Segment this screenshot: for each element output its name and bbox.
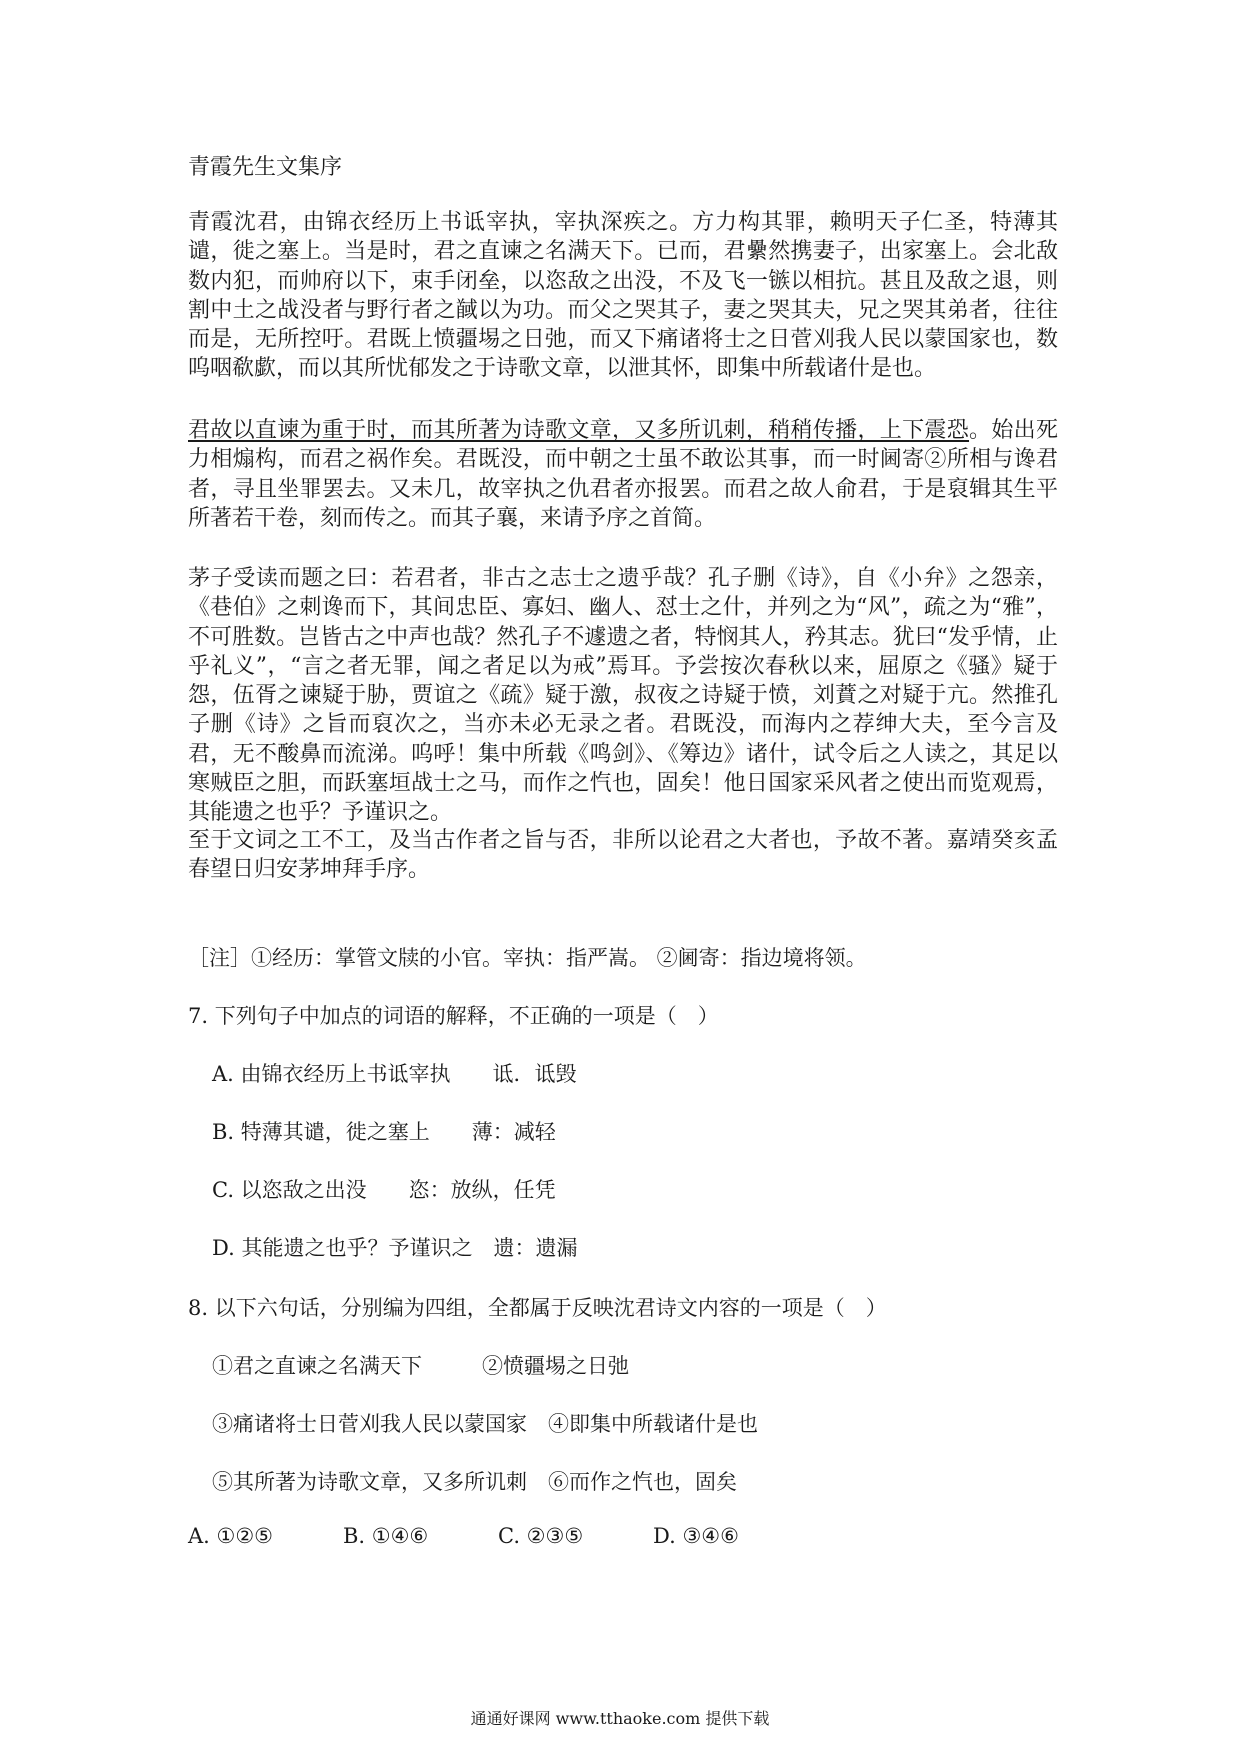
paragraph-1: 青霞沈君，由锦衣经历上书诋宰执，宰执深疾之。方力构其罪，赖明天子仁圣，特薄其谴，徙之塞上。当是时，君之直谏之名满天下。已而，君纍然携妻子，出家塞上。会北敌数内犯，而帅府以下，束手闭垒，以恣敌之出没，不及飞一镞以相抗。甚且及敌之退，则割中土之战没者与野行者之馘以为功。而父之哭其子，妻之哭其夫，兄之哭其弟者，往往而是，无所控吁。君既上愤疆埸之日弛，而又下痛诸将士之日菅刈我人民以蒙国家也，数呜咽欷歔，而以其所忧郁发之于诗歌文章，以泄其怀，即集中所载诸什是也。 bbox=[188, 210, 1058, 382]
question-8-choices-row-1 bbox=[212, 1350, 629, 1380]
paragraph-2-rest: 。始出死力相煽构，而君之祸作矣。君既没，而中朝之士虽不敢讼其事，而一时阃寄②所相与谗君者，寻且坐罪罢去。又未几，故宰执之仇君者亦报罢。而君之故人俞君，于是裒辑其生平所著若干卷，刻而传之。而其子襄，来请予序之首简。 bbox=[188, 418, 1058, 531]
question-7-option-d: D. 其能遗之也乎？予谨识之 遗：遗漏 bbox=[212, 1236, 578, 1260]
annotation-note: ［注］①经历：掌管文牍的小官。宰执：指严嵩。 ②阃寄：指边境将领。 bbox=[188, 946, 867, 970]
question-8-choices-row-2 bbox=[212, 1408, 758, 1438]
choice-2: ②愤疆埸之日弛 bbox=[482, 1354, 629, 1378]
choice-5: ⑤其所著为诗歌文章，又多所讥刺 bbox=[212, 1470, 527, 1494]
paragraph-3: 茅子受读而题之曰：若君者，非古之志士之遗乎哉？孔子删《诗》，自《小弁》之怨亲，《巷伯》之刺谗而下，其间忠臣、寡妇、幽人、怼士之什，并列之为“风”，疏之为“雅”，不可胜数。岂皆古之中声也哉？然孔子不遽遗之者，特悯其人，矜其志。犹曰“发乎情，止乎礼义”，“言之者无罪，闻之者足以为戒”焉耳。予尝按次春秋以来，屈原之《骚》疑于怨，伍胥之谏疑于胁，贾谊之《疏》疑于激，叔夜之诗疑于愤，刘蕡之对疑于亢。然推孔子删《诗》之旨而裒次之，当亦未必无录之者。君既没，而海内之荐绅大夫，至今言及君，无不酸鼻而流涕。呜呼！集中所载《鸣剑》、《筹边》诸什，试令后之人读之，其足以寒贼臣之胆，而跃塞垣战士之马，而作之忾也，固矣！他日国家采风者之使出而览观焉，其能遗之也乎？予谨识之。 bbox=[188, 566, 1058, 826]
choice-3: ③痛诸将士日菅刈我人民以蒙国家 bbox=[212, 1412, 527, 1436]
question-7-option-c: C. 以恣敌之出没 恣：放纵，任凭 bbox=[212, 1178, 556, 1202]
underlined-sentence: 君故以直谏为重于时，而其所著为诗歌文章，又多所讥刺，稍稍传播，上下震恐 bbox=[188, 418, 970, 443]
question-7-option-b: B. 特薄其谴，徙之塞上 薄：减轻 bbox=[212, 1120, 556, 1144]
choice-1: ①君之直谏之名满天下 bbox=[212, 1354, 422, 1378]
answer-d: D. ③④⑥ bbox=[653, 1524, 739, 1548]
choice-6: ⑥而作之忾也，固矣 bbox=[548, 1470, 737, 1494]
question-8-choices-row-3 bbox=[212, 1466, 737, 1496]
answer-a: A. ①②⑤ bbox=[188, 1524, 273, 1548]
choice-4: ④即集中所载诸什是也 bbox=[548, 1412, 758, 1436]
question-8-answers bbox=[188, 1524, 808, 1548]
paragraph-4: 至于文词之工不工，及当古作者之旨与否，非所以论君之大者也，予故不著。嘉靖癸亥孟春望日归安茅坤拜手序。 bbox=[188, 828, 1058, 883]
question-7-option-a: A. 由锦衣经历上书诋宰执 诋．诋毁 bbox=[212, 1062, 577, 1086]
question-8-stem: 8. 以下六句话，分别编为四组，全都属于反映沈君诗文内容的一项是（ ） bbox=[188, 1296, 887, 1320]
answer-c: C. ②③⑤ bbox=[498, 1524, 584, 1548]
question-7-stem: 7. 下列句子中加点的词语的解释，不正确的一项是（ ） bbox=[188, 1004, 719, 1028]
paragraph-2 bbox=[188, 416, 1058, 533]
answer-b: B. ①④⑥ bbox=[343, 1524, 429, 1548]
page-footer: 通通好课网 www.tthaoke.com 提供下载 bbox=[470, 1709, 770, 1728]
document-title: 青霞先生文集序 bbox=[188, 155, 343, 180]
